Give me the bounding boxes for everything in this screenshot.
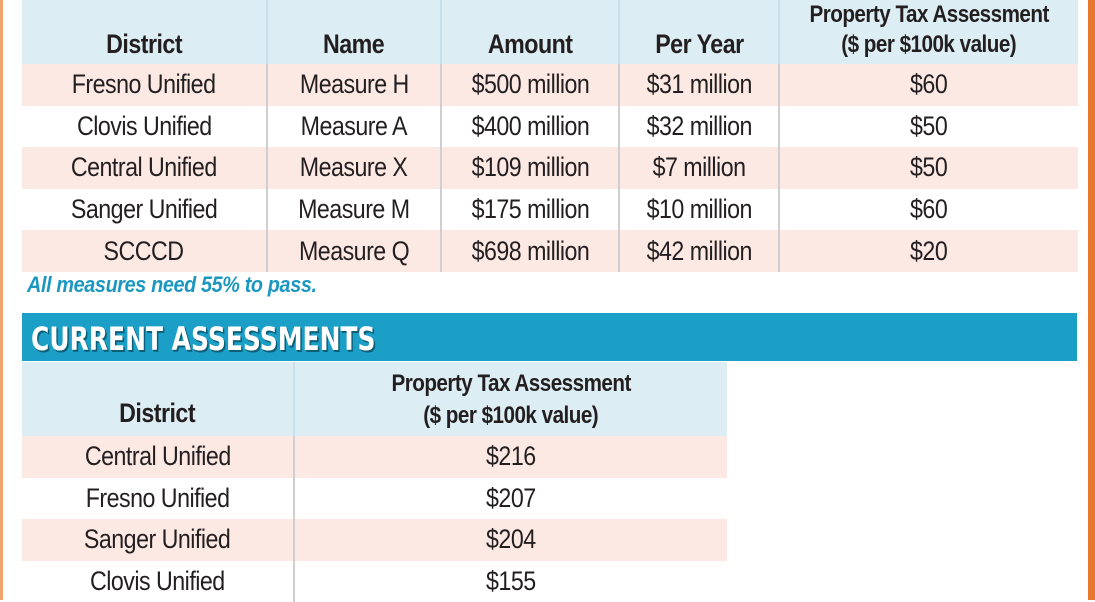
- table-header-row: [22, 0, 1078, 64]
- table-row: [22, 519, 727, 561]
- table-row: [22, 64, 1078, 106]
- table-row: [22, 147, 1078, 189]
- cell-district: SCCCD: [22, 230, 267, 272]
- cell-assessment: $155: [294, 561, 727, 602]
- cell-amount: $175 million: [441, 189, 619, 231]
- cell-name: Measure X: [267, 147, 441, 189]
- cell-amount: $400 million: [441, 106, 619, 148]
- cell-name: Measure H: [267, 64, 441, 106]
- page-border-left: [0, 0, 3, 600]
- cell-assessment: $50: [779, 106, 1078, 148]
- table-row: [22, 189, 1078, 231]
- cell-per-year: $7 million: [619, 147, 779, 189]
- upcoming-measures-table: [22, 0, 1078, 272]
- cell-per-year: $42 million: [619, 230, 779, 272]
- cell-district: Central Unified: [22, 147, 267, 189]
- cell-assessment: $204: [294, 519, 727, 561]
- cell-district: Clovis Unified: [22, 106, 267, 148]
- cell-name: Measure M: [267, 189, 441, 231]
- cell-assessment: $60: [779, 189, 1078, 231]
- cell-name: Measure Q: [267, 230, 441, 272]
- cell-amount: $109 million: [441, 147, 619, 189]
- cell-name: Measure A: [267, 106, 441, 148]
- cell-assessment: $20: [779, 230, 1078, 272]
- table-header-row: [22, 362, 727, 436]
- cell-per-year: $31 million: [619, 64, 779, 106]
- section-title: CURRENT ASSESSMENTS: [31, 320, 376, 358]
- cell-assessment: $216: [294, 436, 727, 478]
- column-header-amount: Amount: [441, 0, 619, 64]
- cell-district: Clovis Unified: [22, 561, 294, 602]
- cell-district: Sanger Unified: [22, 189, 267, 231]
- section-header-bar: [22, 313, 1077, 361]
- table-row: [22, 230, 1078, 272]
- column-header-district: District: [22, 0, 267, 64]
- cell-district: Central Unified: [22, 436, 294, 478]
- column-header-assessment: Property Tax Assessment ($ per $100k value): [294, 362, 727, 436]
- cell-per-year: $10 million: [619, 189, 779, 231]
- cell-amount: $500 million: [441, 64, 619, 106]
- pass-threshold-note: All measures need 55% to pass.: [27, 272, 317, 297]
- table-row: [22, 106, 1078, 148]
- column-header-district: District: [22, 362, 294, 436]
- table-row: [22, 561, 727, 602]
- table-row: [22, 436, 727, 478]
- column-header-assessment: Property Tax Assessment ($ per $100k value): [779, 0, 1078, 64]
- cell-per-year: $32 million: [619, 106, 779, 148]
- cell-amount: $698 million: [441, 230, 619, 272]
- table-row: [22, 478, 727, 520]
- column-header-name: Name: [267, 0, 441, 64]
- cell-assessment: $60: [779, 64, 1078, 106]
- cell-assessment: $50: [779, 147, 1078, 189]
- page-border-right: [1088, 0, 1095, 600]
- cell-district: Fresno Unified: [22, 64, 267, 106]
- current-assessments-table: [22, 362, 727, 602]
- cell-district: Sanger Unified: [22, 519, 294, 561]
- column-header-per-year: Per Year: [619, 0, 779, 64]
- cell-assessment: $207: [294, 478, 727, 520]
- cell-district: Fresno Unified: [22, 478, 294, 520]
